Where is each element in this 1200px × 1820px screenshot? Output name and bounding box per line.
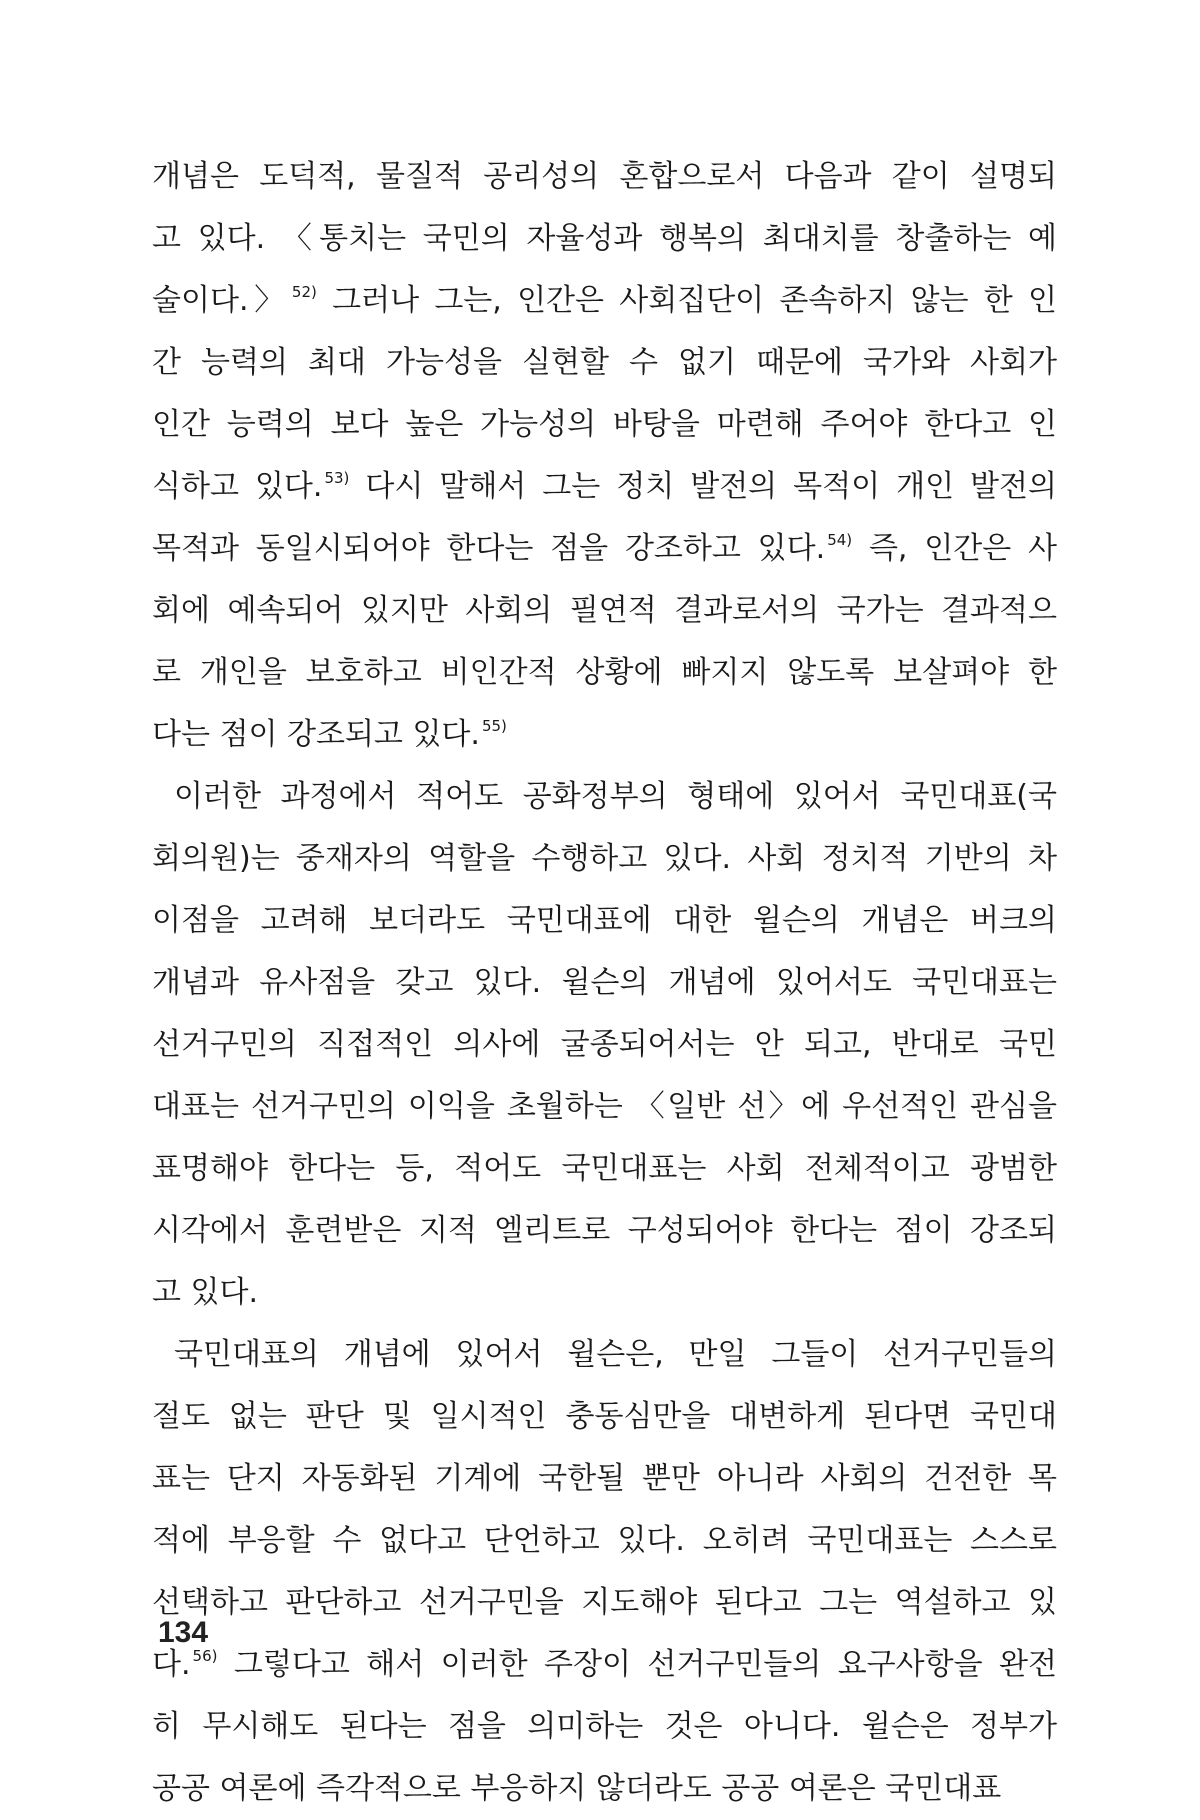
text-segment: 그러나 그는, 인간은 사회집단이 존속하지 않는 한 인 (316, 283, 1058, 318)
text-segment: 간 능력의 최대 가능성을 실현할 수 없기 때문에 국가와 사회가 (152, 345, 1057, 380)
text-line (152, 1200, 1057, 1262)
text-line (152, 146, 1057, 208)
text-segment: 술이다.〉 (152, 283, 290, 318)
body-text (152, 146, 1057, 1820)
text-line (152, 952, 1057, 1014)
text-line (152, 890, 1057, 952)
text-segment: 개념과 유사점을 갖고 있다. 윌슨의 개념에 있어서도 국민대표는 (152, 965, 1057, 1000)
footnote-marker: 55) (481, 717, 507, 735)
text-segment: 대표는 선거구민의 이익을 초월하는 〈일반 선〉에 우선적인 관심을 (152, 1089, 1057, 1124)
text-segment: 표명해야 한다는 등, 적어도 국민대표는 사회 전체적이고 광범한 (152, 1151, 1057, 1186)
text-line (152, 1634, 1057, 1696)
page-number: 134 (158, 1616, 209, 1649)
text-line (152, 1758, 1057, 1820)
text-segment: 적에 부응할 수 없다고 단언하고 있다. 오히려 국민대표는 스스로 (152, 1523, 1057, 1558)
text-line (152, 518, 1057, 580)
text-segment: 다. (152, 1647, 191, 1682)
text-segment: 다는 점이 강조되고 있다. (152, 717, 480, 752)
text-segment: 목적과 동일시되어야 한다는 점을 강조하고 있다. (152, 531, 826, 566)
text-line (152, 828, 1057, 890)
text-line (152, 1448, 1057, 1510)
footnote-marker: 52) (291, 283, 317, 301)
text-line (152, 1014, 1057, 1076)
text-line (152, 580, 1057, 642)
text-segment: 즉, 인간은 사 (852, 531, 1057, 566)
text-segment: 개념은 도덕적, 물질적 공리성의 혼합으로서 다음과 같이 설명되 (152, 159, 1057, 194)
text-line (152, 394, 1057, 456)
text-segment: 식하고 있다. (152, 469, 323, 504)
text-line (152, 332, 1057, 394)
footnote-marker: 53) (324, 469, 350, 487)
text-line (152, 642, 1057, 704)
text-line (152, 1510, 1057, 1572)
footnote-marker: 54) (827, 531, 853, 549)
text-segment: 회의원)는 중재자의 역할을 수행하고 있다. 사회 정치적 기반의 차 (152, 841, 1057, 876)
text-line (152, 704, 1057, 766)
text-segment: 회에 예속되어 있지만 사회의 필연적 결과로서의 국가는 결과적으 (152, 593, 1057, 628)
text-segment: 고 있다. (152, 1275, 259, 1310)
text-line (152, 1324, 1057, 1386)
text-segment: 시각에서 훈련받은 지적 엘리트로 구성되어야 한다는 점이 강조되 (152, 1213, 1057, 1248)
text-line (152, 1572, 1057, 1634)
text-line (152, 1386, 1057, 1448)
text-segment: 인간 능력의 보다 높은 가능성의 바탕을 마련해 주어야 한다고 인 (152, 407, 1057, 442)
text-segment: 표는 단지 자동화된 기계에 국한될 뿐만 아니라 사회의 건전한 목 (152, 1461, 1057, 1496)
text-line (152, 456, 1057, 518)
text-segment: 고 있다. 〈통치는 국민의 자율성과 행복의 최대치를 창출하는 예 (152, 221, 1057, 256)
text-line (152, 208, 1057, 270)
text-line (152, 1696, 1057, 1758)
footnote-marker: 56) (192, 1647, 218, 1665)
text-segment: 로 개인을 보호하고 비인간적 상황에 빠지지 않도록 보살펴야 한 (152, 655, 1057, 690)
text-segment: 선택하고 판단하고 선거구민을 지도해야 된다고 그는 역설하고 있 (152, 1585, 1057, 1620)
text-line (152, 1262, 1057, 1324)
text-segment: 그렇다고 해서 이러한 주장이 선거구민들의 요구사항을 완전 (217, 1647, 1057, 1682)
text-segment: 선거구민의 직접적인 의사에 굴종되어서는 안 되고, 반대로 국민 (152, 1027, 1057, 1062)
text-segment: 이점을 고려해 보더라도 국민대표에 대한 윌슨의 개념은 버크의 (152, 903, 1057, 938)
text-line (152, 766, 1057, 828)
text-segment: 다시 말해서 그는 정치 발전의 목적이 개인 발전의 (349, 469, 1057, 504)
text-segment: 히 무시해도 된다는 점을 의미하는 것은 아니다. 윌슨은 정부가 (152, 1709, 1057, 1744)
text-segment: 절도 없는 판단 및 일시적인 충동심만을 대변하게 된다면 국민대 (152, 1399, 1057, 1434)
text-segment: 이러한 과정에서 적어도 공화정부의 형태에 있어서 국민대표(국 (174, 779, 1057, 814)
text-segment: 국민대표의 개념에 있어서 윌슨은, 만일 그들이 선거구민들의 (174, 1337, 1057, 1372)
text-line (152, 1138, 1057, 1200)
text-line (152, 270, 1057, 332)
text-segment: 공공 여론에 즉각적으로 부응하지 않더라도 공공 여론은 국민대표 (152, 1771, 1002, 1806)
text-line (152, 1076, 1057, 1138)
